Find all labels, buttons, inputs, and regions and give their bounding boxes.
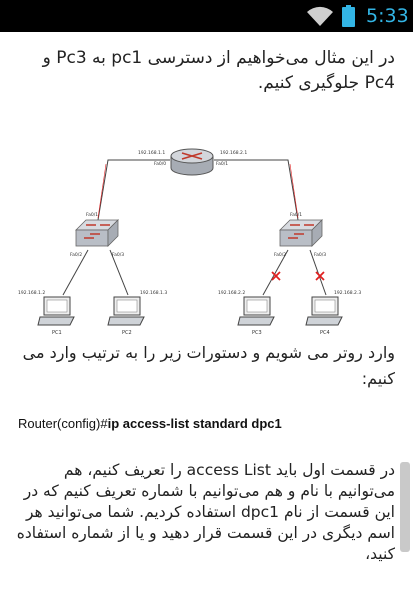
svg-text:192.168.2.2: 192.168.2.2 [218,291,246,296]
svg-text:Fa0/3: Fa0/3 [112,253,125,258]
explanation-paragraph: در قسمت اول باید access List را تعریف کنیم، هم می‌توانیم با نام و هم می‌توانیم با شماره تعریف کنیم که در این قسمت از نام dpc1 استفاده کردیم. شما می‌توانید هر اسم دیگری در این قسمت قرار دهید و یا از شماره استفاده کنید، [16,461,395,563]
svg-text:192.168.1.2: 192.168.1.2 [18,291,46,296]
command-prompt: Router(config)# [18,416,108,431]
svg-text:Fa0/0: Fa0/0 [154,162,167,167]
svg-text:Fa0/3: Fa0/3 [314,253,327,258]
clock: 5:33 [366,5,409,27]
router-instructions-paragraph: وارد روتر می شویم و دستورات زیر را به ترتیب وارد می کنیم: [22,343,395,388]
article-content[interactable] [0,32,413,600]
switch-left [76,220,118,246]
svg-text:PC1: PC1 [52,330,62,336]
battery-icon [342,5,355,27]
svg-text:PC4: PC4 [320,330,330,336]
svg-text:Fa0/1: Fa0/1 [290,213,303,218]
switch-right [280,220,322,246]
status-bar [0,0,413,32]
link-router-right [214,160,298,220]
pc3 [238,297,274,325]
svg-text:192.168.2.3: 192.168.2.3 [334,291,362,296]
network-diagram [18,112,362,336]
router [171,149,213,175]
svg-text:Fa0/1: Fa0/1 [216,162,229,167]
svg-text:Fa0/1: Fa0/1 [86,213,99,218]
wifi-icon [306,4,334,28]
svg-text:Fa0/2: Fa0/2 [274,253,287,258]
svg-text:192.168.1.3: 192.168.1.3 [140,291,168,296]
command-line [18,416,282,431]
svg-text:PC2: PC2 [122,330,132,336]
svg-text:PC3: PC3 [252,330,262,336]
intro-paragraph: در این مثال می‌خواهیم از دسترسی pc1 به Pc3 و Pc4 جلوگیری کنیم. [42,48,395,93]
svg-text:192.168.2.1: 192.168.2.1 [220,151,248,156]
link-router-left [98,160,170,220]
svg-text:Fa0/2: Fa0/2 [70,253,83,258]
scrollbar[interactable] [398,462,412,552]
pc4 [306,297,342,325]
command-text: ip access-list standard dpc1 [107,416,282,431]
svg-text:192.168.1.1: 192.168.1.1 [138,151,166,156]
pc1 [38,297,74,325]
pc2 [108,297,144,325]
